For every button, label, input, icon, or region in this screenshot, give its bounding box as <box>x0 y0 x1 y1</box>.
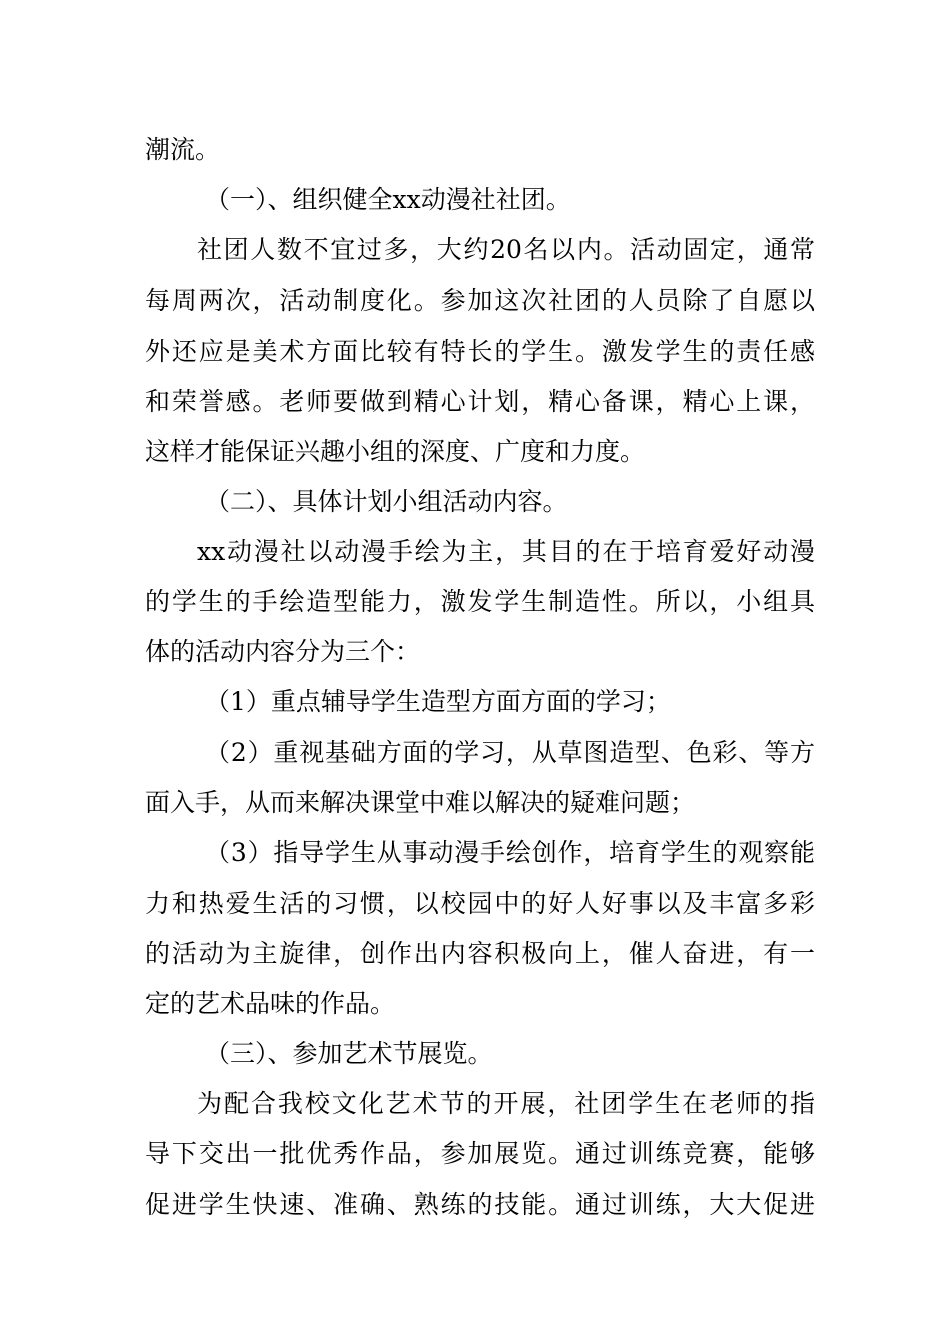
text-line: 潮流。 <box>145 135 221 164</box>
text-line: 和荣誉感。老师要做到精心计划，精心备课，精心上课， <box>145 387 815 416</box>
list-item: （1）重点辅导学生造型方面方面的学习； <box>205 687 671 716</box>
section-heading: （一）、组织健全xx动漫社社团。 <box>205 185 571 214</box>
text-line: 导下交出一批优秀作品，参加展览。通过训练竞赛，能够 <box>145 1139 815 1168</box>
text-line: 为配合我校文化艺术节的开展，社团学生在老师的指 <box>197 1089 815 1118</box>
text-line: 这样才能保证兴趣小组的深度、广度和力度。 <box>145 437 646 466</box>
text-line: 体的活动内容分为三个： <box>145 637 421 666</box>
text-line: 促进学生快速、准确、熟练的技能。通过训练，大大促进 <box>145 1190 815 1219</box>
list-item: （2）重视基础方面的学习，从草图造型、色彩、等方 <box>205 738 815 767</box>
text-line: xx动漫社以动漫手绘为主，其目的在于培育爱好动漫 <box>197 537 815 566</box>
section-heading: （三）、参加艺术节展览。 <box>205 1039 493 1068</box>
text-line: 的学生的手绘造型能力，激发学生制造性。所以，小组具 <box>145 587 815 616</box>
text-line: 每周两次，活动制度化。参加这次社团的人员除了自愿以 <box>145 286 815 315</box>
text-line: 定的艺术品味的作品。 <box>145 989 396 1018</box>
section-heading: （二）、具体计划小组活动内容。 <box>205 487 568 516</box>
text-line: 的活动为主旋律，创作出内容积极向上，催人奋进，有一 <box>145 939 815 968</box>
text-line: 社团人数不宜过多，大约20名以内。活动固定，通常 <box>197 235 815 264</box>
text-line: 面入手，从而来解决课堂中难以解决的疑难问题； <box>145 788 696 817</box>
list-item: （3）指导学生从事动漫手绘创作，培育学生的观察能 <box>205 838 815 867</box>
text-line: 外还应是美术方面比较有特长的学生。激发学生的责任感 <box>145 337 815 366</box>
text-line: 力和热爱生活的习惯，以校园中的好人好事以及丰富多彩 <box>145 889 815 918</box>
